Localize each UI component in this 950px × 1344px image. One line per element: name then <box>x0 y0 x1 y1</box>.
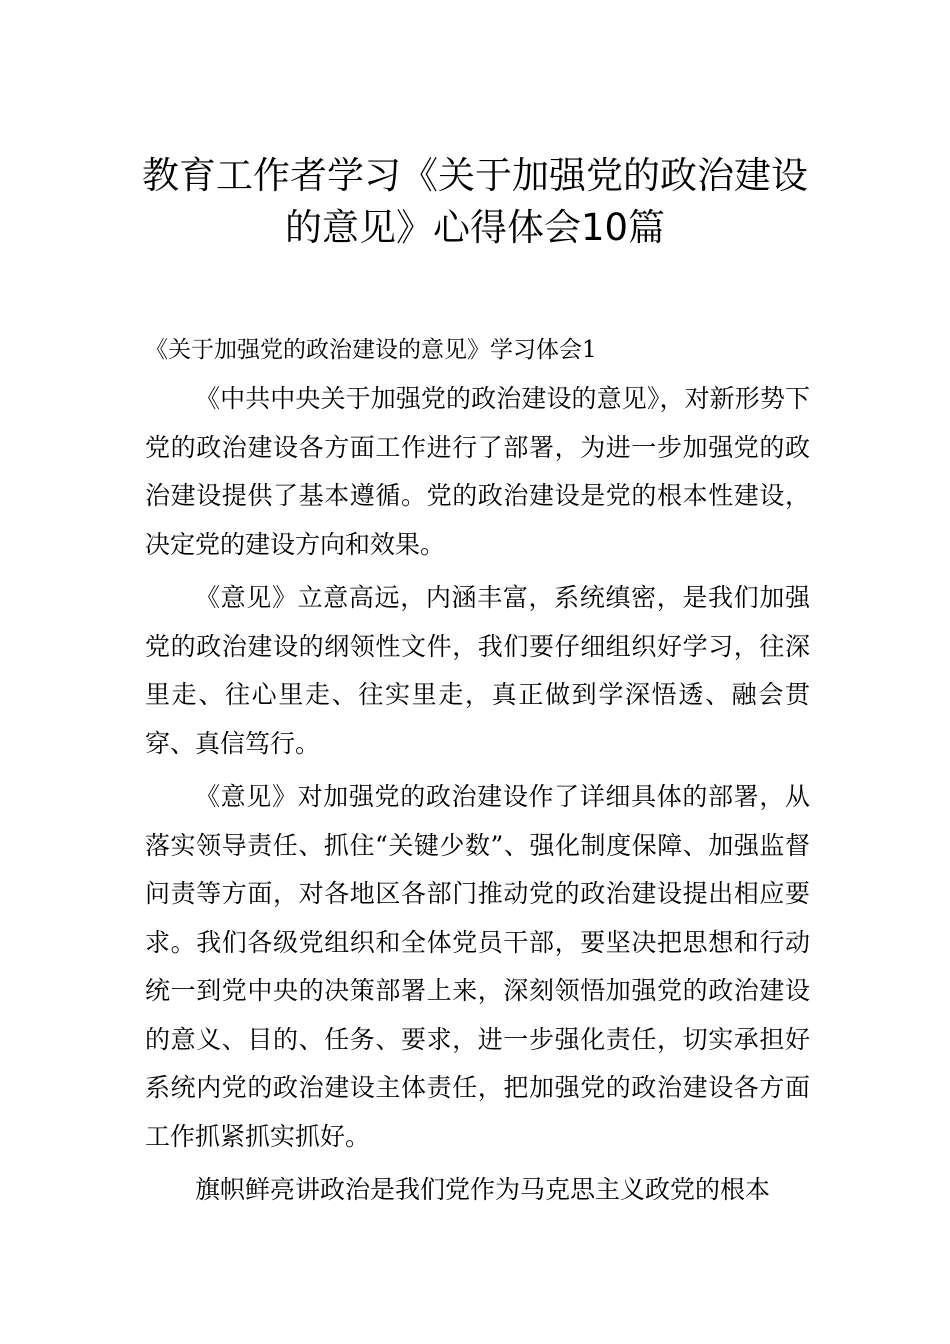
section-heading: 《关于加强党的政治建设的意见》学习体会1 <box>145 337 597 363</box>
paragraph-2: 《意见》立意高远，内涵丰富，系统缜密，是我们加强党的政治建设的纲领性文件，我们要仔细组织好学习，往深里走、往心里走、往实里走，真正做到学深悟透、融会贯穿、真信笃行。 <box>145 583 810 758</box>
paragraph-4: 旗帜鲜亮讲政治是我们党作为马克思主义政党的根本 <box>195 1175 771 1204</box>
paragraph-3: 《意见》对加强党的政治建设作了详细具体的部署，从落实领导责任、抓住“关键少数”、强化制度保障、加强监督问责等方面，对各地区各部门推动党的政治建设提出相应要求。我们各级党组织和全体党员干部，要坚决把思想和行动统一到党中央的决策部署上来，深刻领悟加强党的政治建设的意义、目的、任务、要求，进一步强化责任，切实承担好系统内党的政治建设主体责任，把加强党的政治建设各方面工作抓紧抓实抓好。 <box>145 782 810 1151</box>
document-title-line-2: 的意见》心得体会10篇 <box>284 206 666 249</box>
document-body <box>145 375 810 1220</box>
document-title <box>100 150 850 254</box>
document-title-line-1: 教育工作者学习《关于加强党的政治建设 <box>142 154 808 197</box>
paragraph-1: 《中共中央关于加强党的政治建设的意见》，对新形势下党的政治建设各方面工作进行了部署，为进一步加强党的政治建设提供了基本遵循。党的政治建设是党的根本性建设，决定党的建设方向和效果。 <box>145 384 810 559</box>
